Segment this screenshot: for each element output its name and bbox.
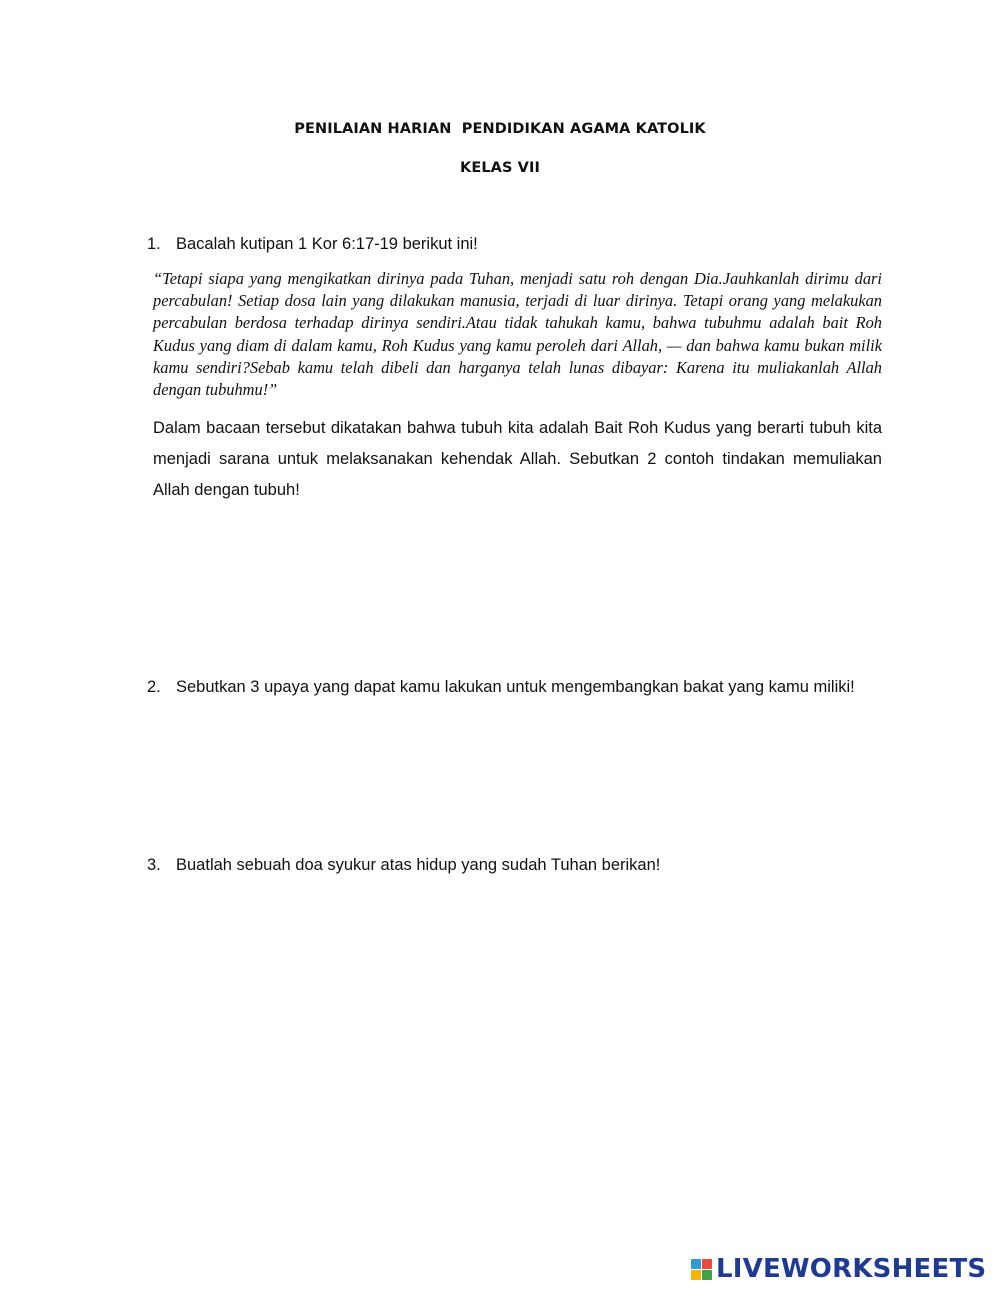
class-label: KELAS VII xyxy=(459,160,540,176)
question-1 xyxy=(147,232,887,256)
question-2 xyxy=(147,675,877,699)
logo-block-green xyxy=(702,1270,712,1280)
question-2-text: Sebutkan 3 upaya yang dapat kamu lakukan untuk mengembangkan bakat yang kamu miliki! xyxy=(176,678,855,696)
question-1-text: Bacalah kutipan 1 Kor 6:17-19 berikut ini! xyxy=(176,235,478,253)
logo-block-red xyxy=(702,1259,712,1269)
logo-block-blue xyxy=(691,1259,701,1269)
question-3-text: Buatlah sebuah doa syukur atas hidup yang sudah Tuhan berikan! xyxy=(176,856,661,874)
logo-text: LIVEWORKSHEETS xyxy=(716,1254,987,1284)
question-1-number: 1. xyxy=(147,235,161,253)
question-3-number: 3. xyxy=(147,856,161,874)
liveworksheets-logo-icon xyxy=(691,1259,712,1280)
question-1-prompt: Dalam bacaan tersebut dikatakan bahwa tubuh kita adalah Bait Roh Kudus yang berarti tubuh kita menjadi sarana untuk melaksanakan kehendak Allah. Sebutkan 2 contoh tindakan memuliakan Allah dengan tubuh! xyxy=(153,419,882,499)
scripture-quote: “Tetapi siapa yang mengikatkan dirinya pada Tuhan, menjadi satu roh dengan Dia.Jauhkanlah dirimu dari percabulan! Setiap dosa lain yang dilakukan manusia, terjadi di luar dirinya. Tetapi orang yang melakukan percabulan berdosa terhadap dirinya sendiri.Atau tidak tahukah kamu, bahwa tubuhmu adalah bait Roh Kudus yang diam di dalam kamu, Roh Kudus yang kamu peroleh dari Allah, — dan bahwa kamu bukan milik kamu sendiri?Sebab kamu telah dibeli dan harganya telah lunas dibayar: Karena itu muliakanlah Allah dengan tubuhmu!” xyxy=(153,269,882,400)
question-2-number: 2. xyxy=(147,678,161,696)
page-title: PENILAIAN HARIAN PENDIDIKAN AGAMA KATOLIK xyxy=(294,121,706,137)
question-3 xyxy=(147,853,887,877)
liveworksheets-logo xyxy=(691,1254,986,1284)
logo-block-yellow xyxy=(691,1270,701,1280)
